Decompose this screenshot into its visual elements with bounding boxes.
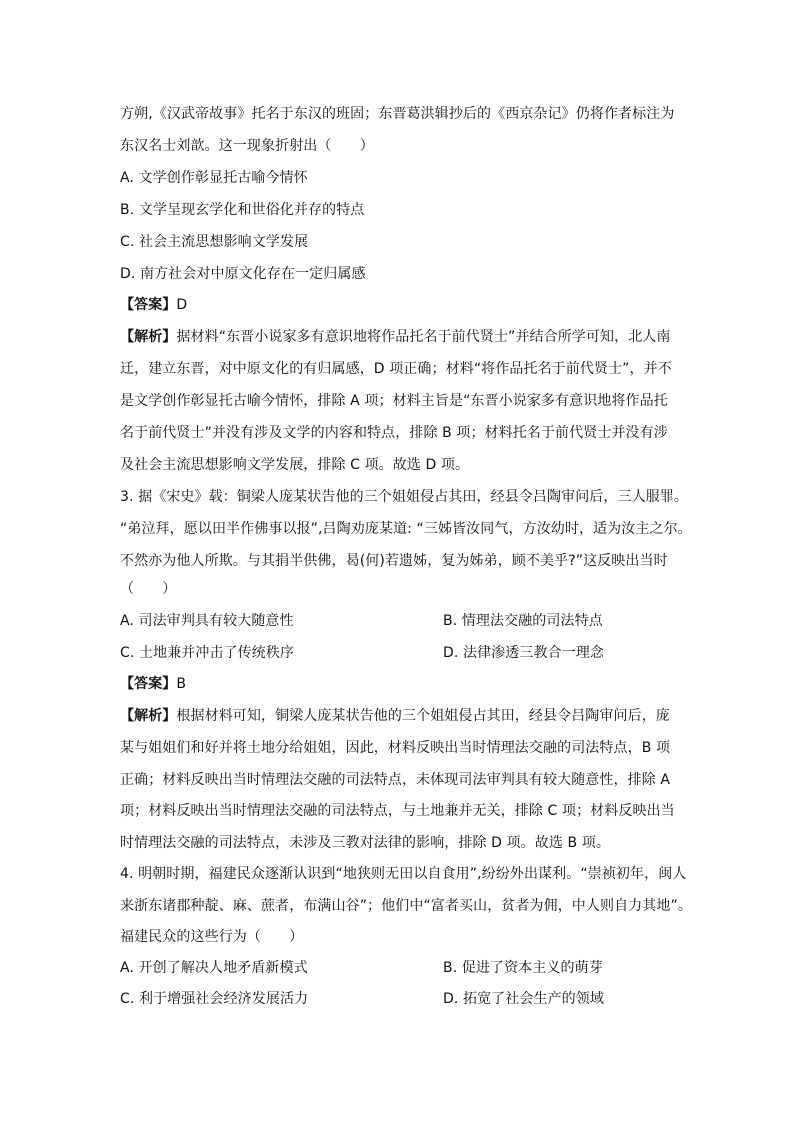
q3-analysis-line-2: 某与姐姐们和好并将土地分给姐姐，因此，材料反映出当时情理法交融的司法特点，B 项 <box>120 740 671 756</box>
q2-analysis-line-5: 及社会主流思想影响文学发展，排除 C 项。故选 D 项。 <box>120 457 470 473</box>
q3-option-d: D. 法律渗透三教合一理念 <box>443 645 604 661</box>
q3-analysis-label: 【解析】 <box>120 708 177 724</box>
q3-answer <box>120 674 186 694</box>
q3-analysis-first: 根据材料可知，铜梁人庞某状告他的三个姐姐侵占其田，经县令吕陶审问后，庞 <box>176 708 670 724</box>
q4-stem-line-2: 来浙东诸郡种靛、麻、蔗者，布满山谷”；他们中“富者买山，贫者为佣，中人则自力其地”。 <box>120 898 692 914</box>
q2-answer-value: D <box>176 297 188 313</box>
q2-answer <box>120 295 187 315</box>
q2-option-c: C. 社会主流思想影响文学发展 <box>120 234 309 250</box>
q2-analysis-first: 据材料“东晋小说家多有意识地将作品托名于前代贤士”并结合所学可知，北人南 <box>176 329 671 345</box>
q3-stem-line-4: （ ） <box>120 581 177 597</box>
q4-option-b: B. 促进了资本主义的萌芽 <box>443 960 603 976</box>
q3-analysis-line-1 <box>120 706 670 726</box>
q3-option-a: A. 司法审判具有较大随意性 <box>120 613 294 629</box>
q2-stem-line-1: 方朔,《汉武帝故事》托名于东汉的班固；东晋葛洪辑抄后的《西京杂记》仍将作者标注为 <box>120 106 675 122</box>
q3-analysis-line-3: 正确；材料反映出当时情理法交融的司法特点，未体现司法审判具有较大随意性，排除 A <box>120 772 671 788</box>
q3-stem-line-2: “弟泣拜，愿以田半作佛事以报”,吕陶劝庞某道: “三姊皆汝同气，方汝幼时，适为汝主之尔。 <box>120 521 692 537</box>
q2-analysis-label: 【解析】 <box>120 329 177 345</box>
q2-analysis-line-4: 名于前代贤士”并没有涉及文学的内容和特点，排除 B 项；材料托名于前代贤士并没有涉 <box>120 425 668 441</box>
q2-analysis-line-3: 是文学创作彰显托古喻今情怀，排除 A 项；材料主旨是“东晋小说家多有意识地将作品托 <box>120 393 668 409</box>
q2-option-b: B. 文学呈现玄学化和世俗化并存的特点 <box>120 202 365 218</box>
q3-option-c: C. 土地兼并冲击了传统秩序 <box>120 645 295 661</box>
q2-option-a: A. 文学创作彰显托古喻今情怀 <box>120 170 308 186</box>
q3-analysis-line-5: 时情理法交融的司法特点，未涉及三教对法律的影响，排除 D 项。故选 B 项。 <box>120 835 610 851</box>
q3-answer-label: 【答案】 <box>120 676 177 692</box>
q2-stem-line-2: 东汉名士刘歆。这一现象折射出（ ） <box>120 138 374 154</box>
q3-stem-line-3: 不然亦为他人所欺。与其捐半供佛，曷(何)若遗姊，复为姊弟，顾不美乎?”这反映出当时 <box>120 553 668 569</box>
q3-stem-line-1: 3. 据《宋史》载：铜梁人庞某状告他的三个姐姐侵占其田，经县令吕陶审问后，三人服罪。 <box>120 489 689 505</box>
q4-option-a: A. 开创了解决人地矛盾新模式 <box>120 960 308 976</box>
q4-option-c: C. 利于增强社会经济发展活力 <box>120 991 309 1007</box>
q4-option-d: D. 拓宽了社会生产的领域 <box>443 991 604 1007</box>
q2-analysis-line-2: 迁，建立东晋，对中原文化的有归属感，D 项正确；材料“将作品托名于前代贤士”，并不 <box>120 361 672 377</box>
q4-stem-line-3: 福建民众的这些行为（ ） <box>120 929 304 945</box>
q3-analysis-line-4: 项；材料反映出当时情理法交融的司法特点，与土地兼并无关，排除 C 项；材料反映出当 <box>120 803 675 819</box>
q3-option-b: B. 情理法交融的司法特点 <box>443 613 603 629</box>
q2-option-d: D. 南方社会对中原文化存在一定归属感 <box>120 266 366 282</box>
q4-stem-line-1: 4. 明朝时期，福建民众逐渐认识到“地狭则无田以自食用”,纷纷外出谋利。“崇祯初年，闽人 <box>120 866 687 882</box>
q3-answer-value: B <box>176 676 187 692</box>
q2-answer-label: 【答案】 <box>120 297 177 313</box>
q2-analysis-line-1 <box>120 327 671 347</box>
